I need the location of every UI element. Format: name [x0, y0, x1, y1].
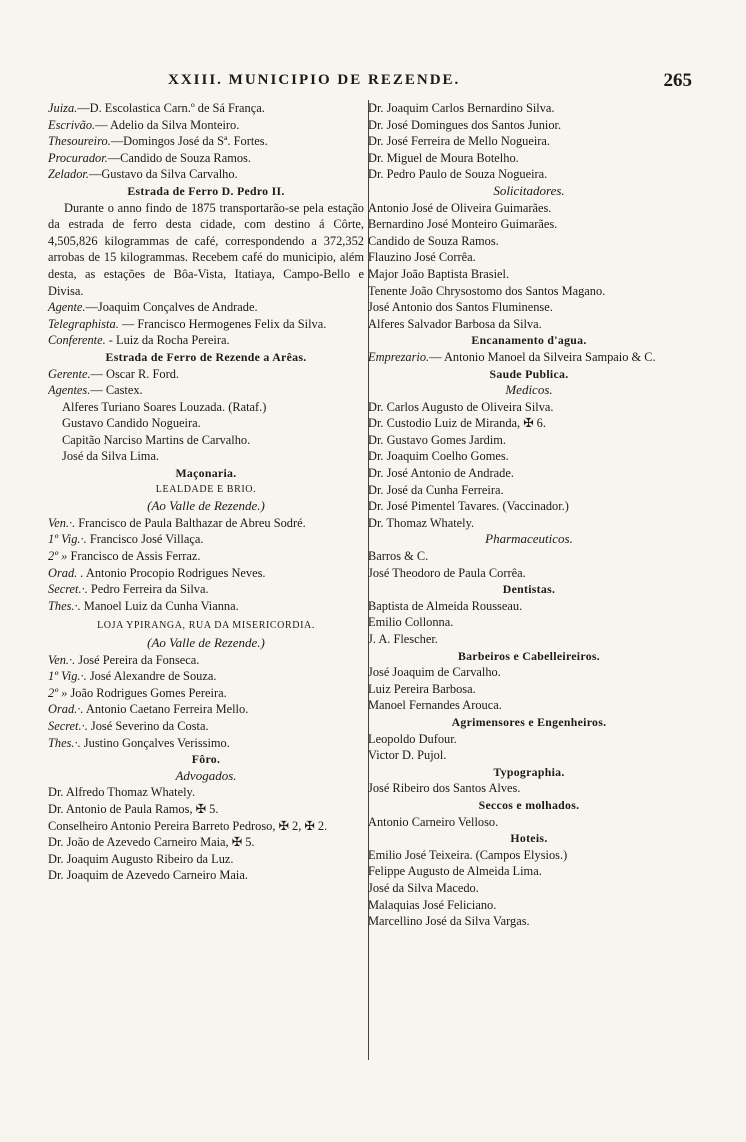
hotel-item: José da Silva Macedo. — [368, 880, 479, 895]
official-line — [48, 150, 364, 167]
member-name: Pedro Ferreira da Silva. — [87, 582, 209, 597]
staff-role: Agentes. — [48, 383, 91, 398]
pharmaceuticos-heading: Pharmaceuticos. — [485, 531, 573, 547]
member-role: Ven.·. — [48, 515, 76, 530]
member-role: Thes.·. — [48, 598, 81, 613]
member-name: Francisco de Paula Balthazar de Abreu Sodré. — [75, 515, 306, 530]
official-line — [48, 133, 364, 150]
official-line — [48, 166, 364, 183]
medico-item: Dr. Joaquim Coelho Gomes. — [368, 449, 509, 464]
maconaria-heading: Maçonaria. — [175, 466, 237, 481]
agrimensor-item: Victor D. Pujol. — [368, 748, 447, 763]
staff-line — [48, 316, 364, 333]
staff-line — [48, 299, 364, 316]
left-column — [48, 100, 369, 1060]
official-line — [48, 100, 364, 117]
member-line — [48, 548, 364, 565]
member-role: 1º Vig.·. — [48, 669, 87, 684]
advogado-item: Dr. Antonio de Paula Ramos, ✠ 5. — [48, 801, 219, 816]
solicitadores-heading: Solicitadores. — [493, 182, 565, 198]
solicitador-item: José Antonio dos Santos Fluminense. — [368, 300, 553, 315]
lawyer-item: Dr. José Domingues dos Santos Junior. — [368, 117, 562, 132]
advogado-item: Dr. João de Azevedo Carneiro Maia, ✠ 5. — [48, 835, 255, 850]
medico-item: Dr. Gustavo Gomes Jardim. — [368, 432, 507, 447]
staff-role: Telegraphista. — [48, 316, 119, 331]
solicitador-item: Major João Baptista Brasiel. — [368, 266, 510, 281]
solicitador-item: Tenente João Chrysostomo dos Santos Magano. — [368, 283, 606, 298]
empresario-name: — Antonio Manoel da Silveira Sampaio & C. — [429, 349, 656, 364]
staff-role: Gerente. — [48, 366, 91, 381]
medico-item: Dr. José Pimentel Tavares. (Vaccinador.) — [368, 499, 569, 514]
medicos-heading: Medicos. — [505, 382, 553, 398]
advogado-item: Dr. Joaquim Augusto Ribeiro da Luz. — [48, 851, 234, 866]
staff-line — [48, 332, 364, 349]
staff-name: — Castex. — [90, 383, 143, 398]
member-line — [48, 515, 364, 532]
agrimensor-item: Leopoldo Dufour. — [368, 731, 457, 746]
dentista-item: Emilio Collonna. — [368, 615, 454, 630]
member-name: Manoel Luiz da Cunha Vianna. — [80, 598, 239, 613]
staff-name: —Joaquim Conçalves de Andrade. — [85, 300, 258, 315]
advogado-item: Dr. Alfredo Thomaz Whately. — [48, 785, 196, 800]
areas-name: José da Silva Lima. — [62, 449, 160, 464]
areas-name: Gustavo Candido Nogueira. — [62, 416, 201, 431]
member-role: 2º » — [48, 549, 68, 564]
member-line — [48, 668, 364, 685]
staff-role: Conferente. — [48, 333, 106, 348]
advogado-item: Conselheiro Antonio Pereira Barreto Pedroso, ✠ 2, ✠ 2. — [48, 818, 328, 833]
member-role: Orad. . — [48, 565, 84, 580]
member-name: Justino Gonçalves Verissimo. — [80, 735, 230, 750]
member-line — [48, 735, 364, 752]
staff-role: Agente. — [48, 300, 86, 315]
medico-item: Dr. José da Cunha Ferreira. — [368, 482, 504, 497]
member-role: 1º Vig.·. — [48, 532, 87, 547]
member-role: Secret.·. — [48, 582, 88, 597]
solicitador-item: Alferes Salvador Barbosa da Silva. — [368, 316, 542, 331]
member-name: Antonio Procopio Rodrigues Neves. — [83, 565, 266, 580]
advogado-item: Dr. Joaquim de Azevedo Carneiro Maia. — [48, 868, 248, 883]
member-role: Secret.·. — [48, 718, 88, 733]
member-line — [48, 565, 364, 582]
member-role: 2º » — [48, 685, 68, 700]
official-role: Thesoureiro. — [48, 134, 111, 149]
staff-name: — Oscar R. Ford. — [90, 366, 179, 381]
member-line — [48, 718, 364, 735]
staff-name: - Luiz da Rocha Pereira. — [105, 333, 230, 348]
member-role: Orad.·. — [48, 702, 84, 717]
member-line — [48, 598, 364, 615]
advogados-heading: Advogados. — [175, 767, 237, 783]
medico-item: Dr. Custodio Luiz de Miranda, ✠ 6. — [368, 416, 546, 431]
official-role: Procurador. — [48, 150, 108, 165]
solicitador-item: Antonio José de Oliveira Guimarães. — [368, 200, 552, 215]
hoteis-heading: Hoteis. — [510, 831, 548, 846]
lealdade-subtitle: (Ao Valle de Rezende.) — [147, 498, 265, 514]
solicitador-item: Flauzino José Corrêa. — [368, 250, 476, 265]
member-line — [48, 701, 364, 718]
areas-name: Capitão Narciso Martins de Carvalho. — [62, 432, 251, 447]
right-column — [368, 100, 690, 930]
empresario-role: Emprezario. — [368, 349, 430, 364]
page-header — [48, 70, 692, 98]
areas-name: Alferes Turiano Soares Louzada. (Rataf.) — [62, 399, 267, 414]
official-line — [48, 117, 364, 134]
medico-item: Dr. José Antonio de Andrade. — [368, 466, 514, 481]
staff-name: — Francisco Hermogenes Felix da Silva. — [118, 316, 327, 331]
dentistas-heading: Dentistas. — [502, 582, 556, 597]
ypiranga-subtitle: (Ao Valle de Rezende.) — [147, 635, 265, 650]
member-name: José Alexandre de Souza. — [86, 669, 217, 684]
solicitador-item: Candido de Souza Ramos. — [368, 233, 499, 248]
lawyer-item: Dr. Pedro Paulo de Souza Nogueira. — [368, 167, 548, 182]
official-name: —Candido de Souza Ramos. — [107, 150, 251, 165]
staff-line — [48, 366, 364, 383]
member-line — [48, 652, 364, 669]
dentista-item: Baptista de Almeida Rousseau. — [368, 598, 523, 613]
staff-line — [48, 382, 364, 399]
member-name: José Severino da Costa. — [87, 718, 209, 733]
dentista-item: J. A. Flescher. — [368, 632, 438, 646]
hotel-item: Felippe Augusto de Almeida Lima. — [368, 864, 542, 879]
member-name: Antonio Caetano Ferreira Mello. — [83, 702, 249, 717]
official-name: —Domingos José da Sª. Fortes. — [110, 134, 268, 149]
page-number: 265 — [663, 70, 692, 91]
foro-heading: Fôro. — [191, 752, 221, 767]
pharmaceutico-item: Barros & C. — [368, 549, 429, 564]
medico-item: Dr. Thomaz Whately. — [368, 515, 475, 530]
pedro-paragraph: Durante o anno findo de 1875 transportarão-se pela estação da estrada de ferro desta cidade, com destino á Côrte, 4,505,826 kilogrammas de café, correspondendo a 372,352 arrobas de 15 kilogrammas. Recebem café do municipio, além desta, as estações de Bôa-Vista, Itatiaya, Campo-Bello e Divisa. — [48, 200, 364, 298]
barbeiro-item: Luiz Pereira Barbosa. — [368, 681, 476, 696]
solicitador-item: Bernardino José Monteiro Guimarães. — [368, 217, 558, 232]
official-role: Escrivão. — [48, 117, 96, 132]
agrimensores-heading: Agrimensores e Engenheiros. — [451, 714, 607, 729]
lealdade-title: LEALDADE E BRIO. — [155, 483, 257, 495]
member-name: João Rodrigues Gomes Pereira. — [67, 685, 227, 700]
member-line — [48, 581, 364, 598]
official-role: Zelador. — [48, 167, 89, 182]
barbeiro-item: Manoel Fernandes Arouca. — [368, 698, 502, 713]
official-name: —D. Escolastica Carn.º de Sá França. — [77, 101, 265, 115]
encanamento-heading: Encanamento d'agua. — [471, 333, 587, 348]
lawyer-item: Dr. José Ferreira de Mello Nogueira. — [368, 134, 551, 149]
typographia-item: José Ribeiro dos Santos Alves. — [368, 781, 521, 796]
lawyer-item: Dr. Joaquim Carlos Bernardino Silva. — [368, 101, 555, 115]
hotel-item: Marcellino José da Silva Vargas. — [368, 914, 530, 929]
seccos-heading: Seccos e molhados. — [478, 797, 580, 812]
saude-heading: Saude Publica. — [489, 366, 569, 381]
barbeiro-item: José Joaquim de Carvalho. — [368, 665, 501, 680]
hotel-item: Emilio José Teixeira. (Campos Elysios.) — [368, 847, 568, 862]
typographia-heading: Typographia. — [493, 764, 565, 779]
member-role: Ven.·. — [48, 652, 76, 667]
official-role: Juiza. — [48, 101, 78, 115]
lawyer-item: Dr. Miguel de Moura Botelho. — [368, 150, 519, 165]
pharmaceutico-item: José Theodoro de Paula Corrêa. — [368, 565, 526, 580]
member-line — [48, 531, 364, 548]
member-role: Thes.·. — [48, 735, 81, 750]
barbeiros-heading: Barbeiros e Cabelleireiros. — [457, 648, 601, 663]
seccos-item: Antonio Carneiro Velloso. — [368, 814, 499, 829]
header-title: XXIII. MUNICIPIO DE REZENDE. — [168, 72, 461, 88]
medico-item: Dr. Carlos Augusto de Oliveira Silva. — [368, 399, 554, 414]
areas-heading: Estrada de Ferro de Rezende a Arêas. — [105, 349, 307, 364]
ypiranga-title: LOJA YPIRANGA, RUA DA MISERICORDIA. — [97, 620, 315, 632]
official-name: —Gustavo da Silva Carvalho. — [88, 167, 238, 182]
pedro-heading: Estrada de Ferro D. Pedro II. — [127, 183, 285, 198]
official-name: — Adelio da Silva Monteiro. — [95, 117, 240, 132]
hotel-item: Malaquias José Feliciano. — [368, 897, 497, 912]
member-line — [48, 685, 364, 702]
member-name: Francisco de Assis Ferraz. — [67, 549, 201, 564]
member-name: Francisco José Villaça. — [86, 532, 204, 547]
member-name: José Pereira da Fonseca. — [75, 652, 200, 667]
empresario-line — [368, 349, 690, 366]
